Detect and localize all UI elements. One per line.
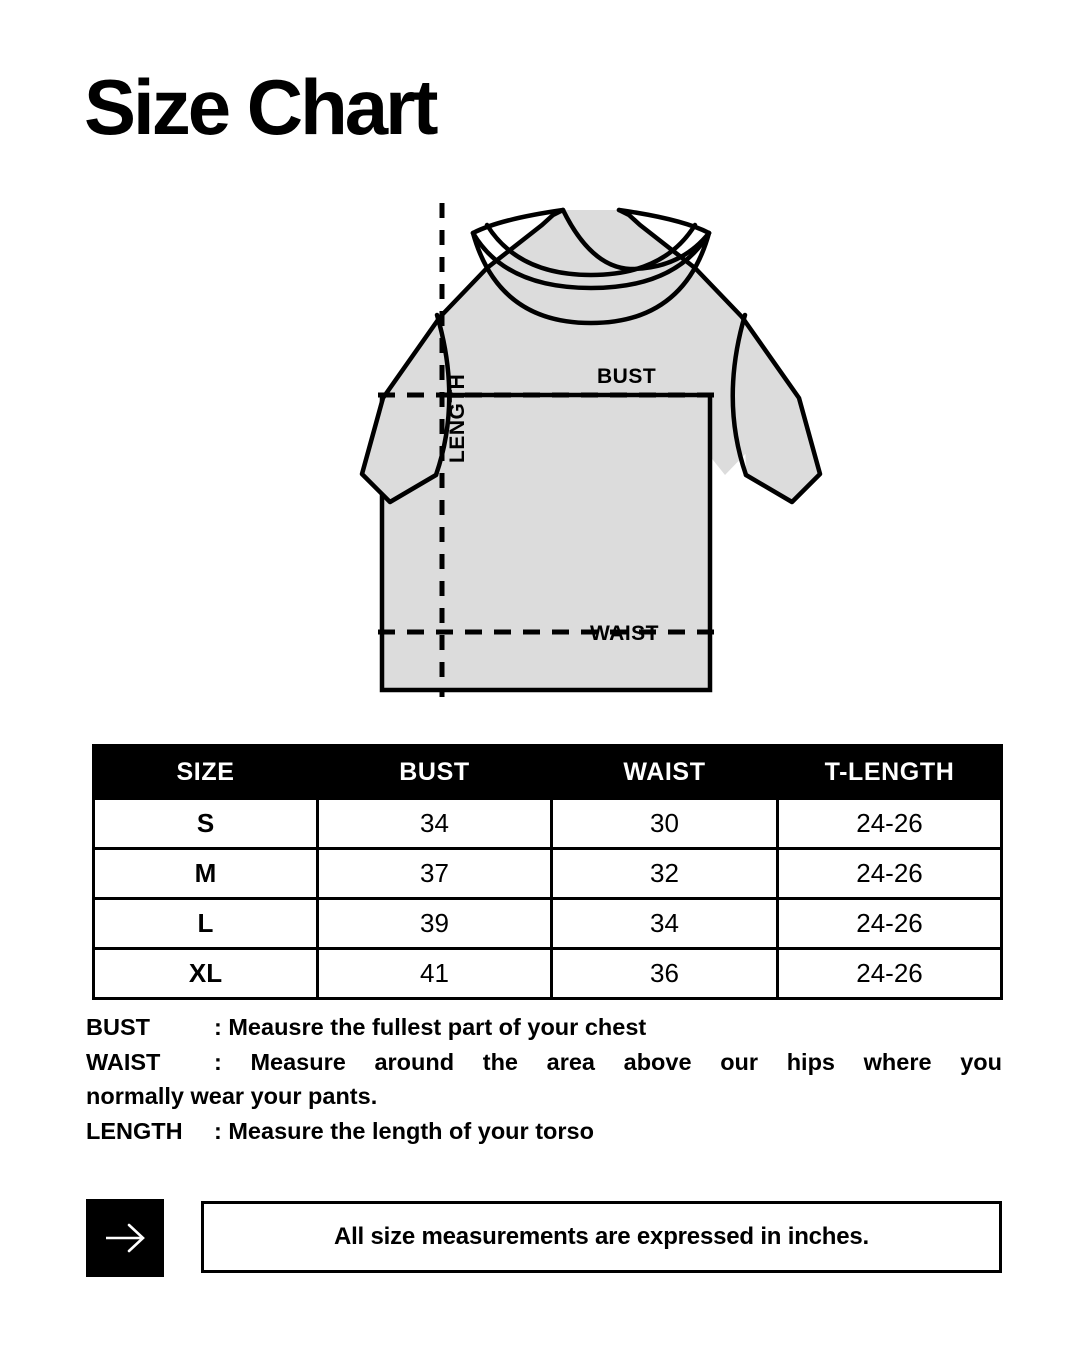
table-header-row [94, 746, 1002, 799]
cell-bust: 41 [318, 949, 552, 999]
column-header-bust: BUST [318, 746, 552, 799]
measurement-instructions [86, 1010, 1002, 1148]
cell-waist: 32 [552, 849, 778, 899]
note-waist-text: : Measure around the area above our hips where you [214, 1048, 1002, 1075]
t-shirt-measurement-diagram [250, 175, 850, 710]
right-sleeve-outline [742, 317, 820, 502]
cell-size: XL [94, 949, 318, 999]
diagram-label-length: LENGTH [446, 373, 469, 463]
t-shirt-illustration [250, 175, 850, 710]
table-row [94, 949, 1002, 999]
cell-size: L [94, 899, 318, 949]
table-row [94, 899, 1002, 949]
cell-tlength: 24-26 [778, 899, 1002, 949]
left-sleeve-outline [362, 317, 440, 502]
cell-bust: 39 [318, 899, 552, 949]
diagram-label-waist: WAIST [590, 622, 659, 645]
cell-tlength: 24-26 [778, 949, 1002, 999]
table-row [94, 799, 1002, 849]
note-length [86, 1114, 1002, 1149]
table-row [94, 849, 1002, 899]
cell-waist: 36 [552, 949, 778, 999]
cell-size: S [94, 799, 318, 849]
cell-tlength: 24-26 [778, 799, 1002, 849]
column-header-waist: WAIST [552, 746, 778, 799]
note-length-key: LENGTH [86, 1117, 183, 1144]
size-table [92, 744, 1003, 1000]
cell-waist: 30 [552, 799, 778, 849]
cell-tlength: 24-26 [778, 849, 1002, 899]
units-note-text: All size measurements are expressed in inches. [333, 1223, 870, 1250]
cell-bust: 37 [318, 849, 552, 899]
units-note-box [201, 1201, 1002, 1273]
cell-waist: 34 [552, 899, 778, 949]
note-bust-text: : Meausre the fullest part of your chest [214, 1014, 647, 1040]
note-bust-key: BUST [86, 1014, 150, 1040]
note-bust [86, 1010, 1002, 1045]
note-waist-text-tail: normally wear your pants. [86, 1083, 378, 1110]
cell-bust: 34 [318, 799, 552, 849]
note-waist [86, 1045, 1002, 1080]
footer [86, 1199, 1002, 1277]
cell-size: M [94, 849, 318, 899]
column-header-tlength: T-LENGTH [778, 746, 1002, 799]
note-waist-key: WAIST [86, 1048, 161, 1075]
page-title: Size Chart [84, 63, 436, 151]
column-header-size: SIZE [94, 746, 318, 799]
diagram-label-bust: BUST [597, 365, 657, 388]
arrow-right-icon [86, 1199, 164, 1277]
note-length-text: : Measure the length of your torso [214, 1117, 594, 1144]
